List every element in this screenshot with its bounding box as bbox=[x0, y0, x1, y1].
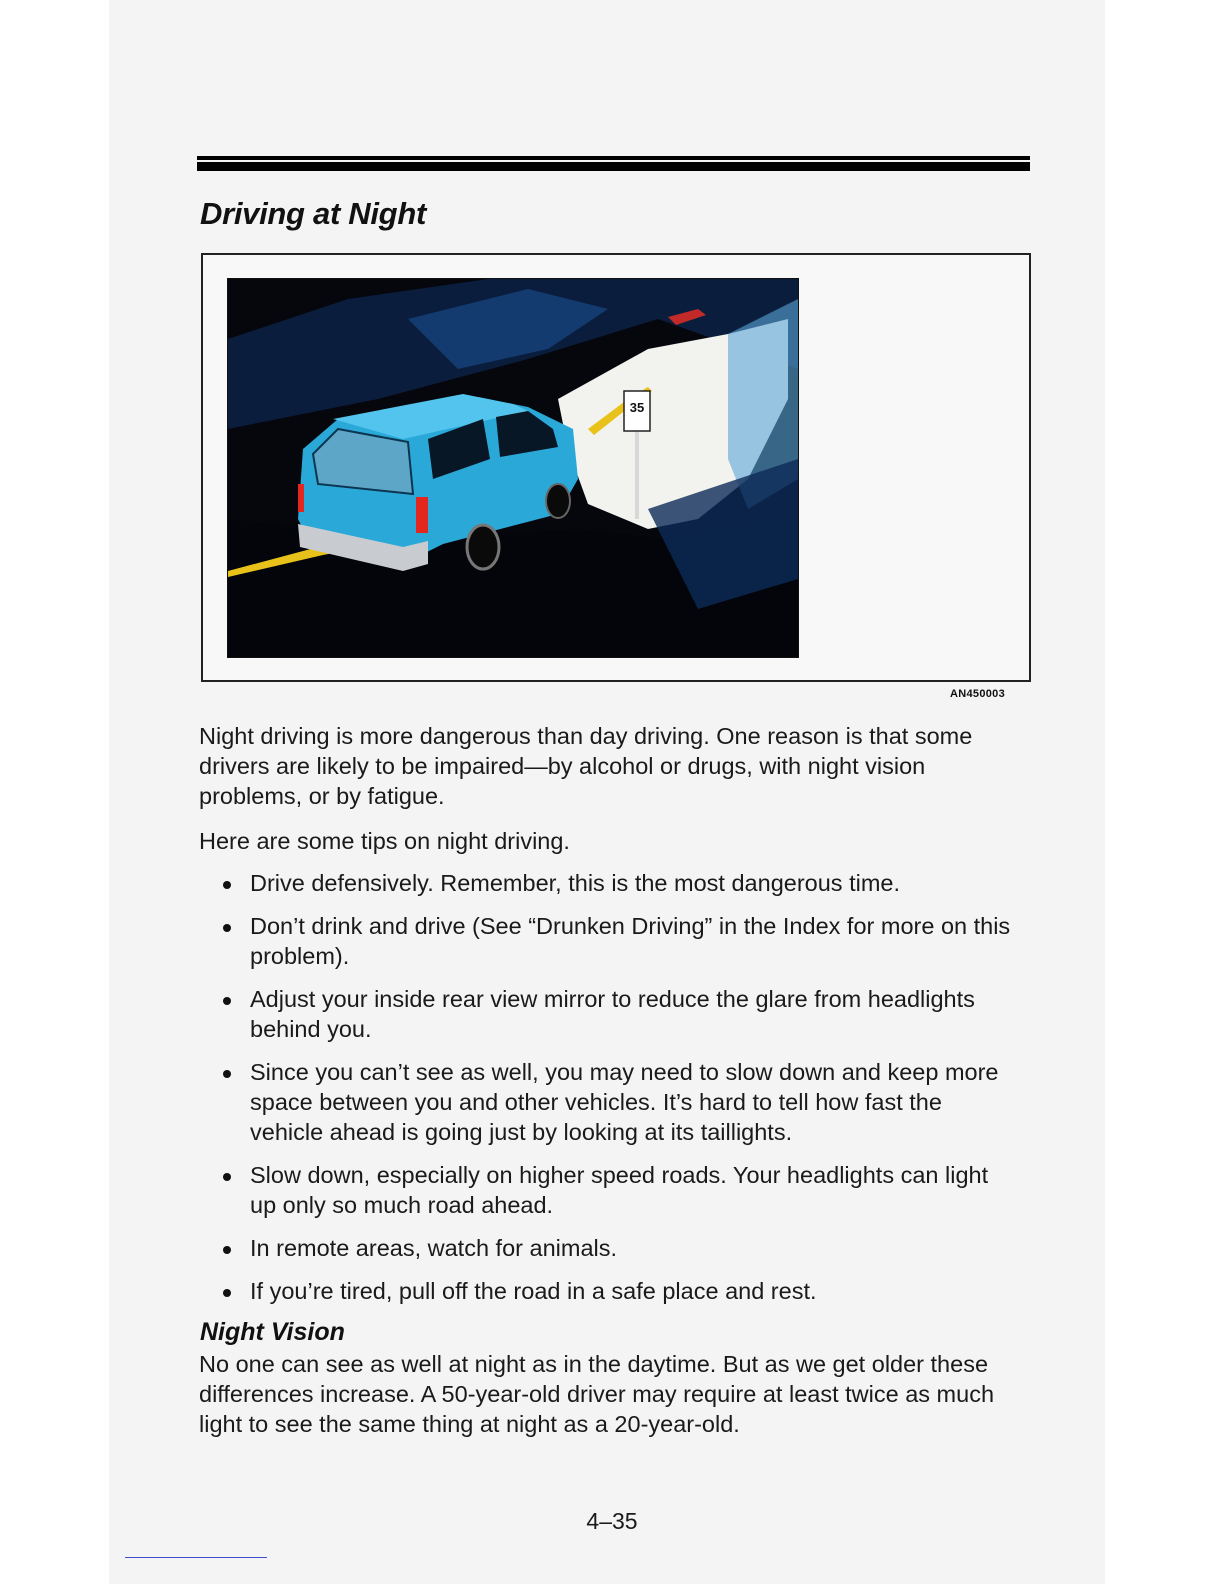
figure-frame bbox=[201, 253, 1031, 682]
bullet-icon bbox=[223, 924, 231, 932]
tips-lead-paragraph: Here are some tips on night driving. bbox=[199, 828, 570, 854]
list-item bbox=[199, 1057, 1019, 1147]
list-item bbox=[199, 1276, 1019, 1306]
list-item bbox=[199, 911, 1019, 971]
speed-sign-number: 35 bbox=[629, 400, 645, 415]
tip-text: If you’re tired, pull off the road in a safe place and rest. bbox=[250, 1278, 817, 1304]
tip-text: Drive defensively. Remember, this is the most dangerous time. bbox=[250, 870, 901, 896]
intro-paragraph: Night driving is more dangerous than day driving. One reason is that some drivers are likely to be impaired—by alcohol or drugs, with night vision problems, or by fatigue. bbox=[199, 723, 973, 809]
night-driving-illustration bbox=[227, 278, 799, 658]
tip-text: In remote areas, watch for animals. bbox=[250, 1235, 618, 1261]
page-number: 4–35 bbox=[586, 1508, 638, 1534]
figure-code: AN450003 bbox=[950, 688, 1005, 700]
list-item bbox=[199, 868, 1019, 898]
section-title: Driving at Night bbox=[200, 196, 426, 231]
list-item bbox=[199, 984, 1019, 1044]
bullet-icon bbox=[223, 1246, 231, 1254]
night-vision-paragraph: No one can see as well at night as in the daytime. But as we get older these differences increase. A 50-year-old driver may require at least twice as much light to see the same thing at night as a 20-year-old. bbox=[199, 1351, 995, 1437]
tip-text: Adjust your inside rear view mirror to reduce the glare from headlights behind you. bbox=[250, 986, 975, 1042]
night-scene-svg bbox=[228, 279, 798, 657]
sign-post bbox=[635, 429, 639, 519]
vehicle-rear-wheel bbox=[467, 525, 499, 569]
bullet-icon bbox=[223, 881, 231, 889]
bullet-icon bbox=[223, 1173, 231, 1181]
list-item bbox=[199, 1160, 1019, 1220]
scan-edge-line bbox=[125, 1557, 267, 1558]
header-rule bbox=[197, 156, 1030, 171]
list-item bbox=[199, 1233, 1019, 1263]
tip-text: Slow down, especially on higher speed roads. Your headlights can light up only so much road ahead. bbox=[250, 1162, 989, 1218]
bullet-icon bbox=[223, 997, 231, 1005]
vehicle-tail-light bbox=[416, 497, 428, 533]
night-vision-heading: Night Vision bbox=[200, 1318, 345, 1346]
vehicle-tail-light-left bbox=[298, 484, 304, 512]
bullet-icon bbox=[223, 1289, 231, 1297]
tip-text: Don’t drink and drive (See “Drunken Driving” in the Index for more on this problem). bbox=[250, 913, 1011, 969]
tip-text: Since you can’t see as well, you may need to slow down and keep more space between you and other vehicles. It’s hard to tell how fast the vehicle ahead is going just by looking at its taillights. bbox=[250, 1059, 999, 1145]
vehicle-front-wheel bbox=[546, 484, 570, 518]
night-driving-tips-list bbox=[199, 868, 1019, 1319]
bullet-icon bbox=[223, 1070, 231, 1078]
